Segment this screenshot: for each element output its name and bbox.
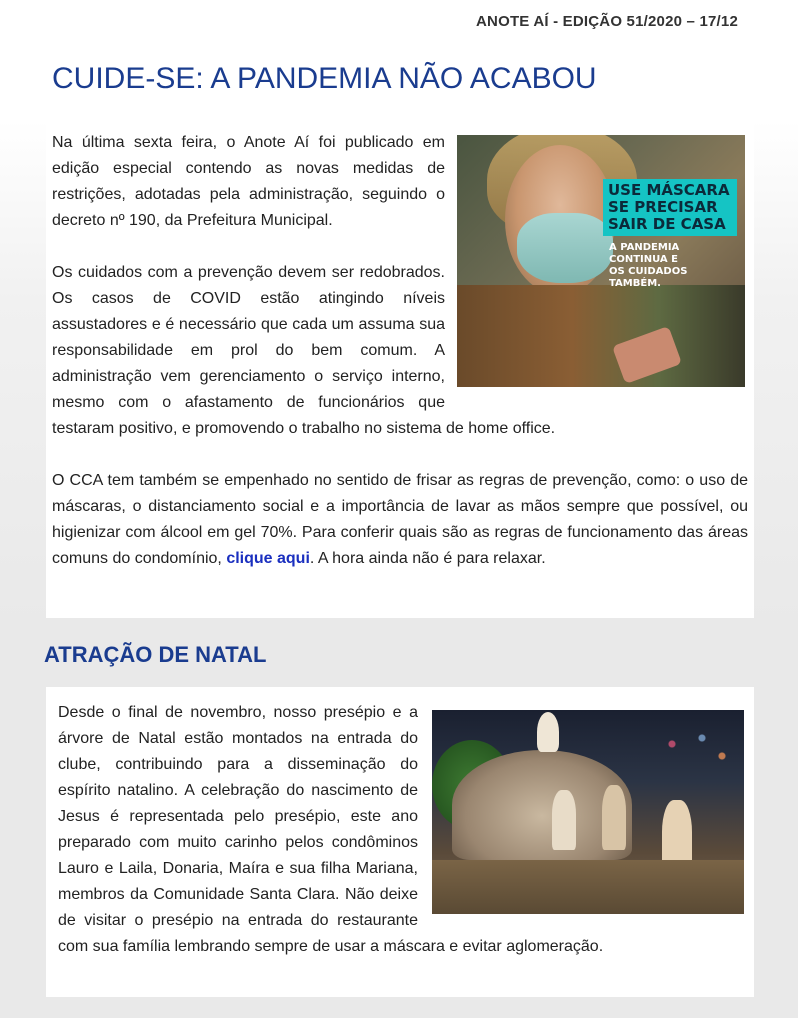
image-figure-1 xyxy=(552,790,576,850)
image-banner-subtext xyxy=(603,242,737,290)
banner-line-1: USE MÁSCARA xyxy=(608,181,730,199)
image-lights-shape xyxy=(642,720,742,780)
image-banner-headline xyxy=(603,179,737,236)
banner-line-2: SE PRECISAR xyxy=(608,198,718,216)
banner-sub-line-2: CONTINUA E xyxy=(609,254,678,265)
rules-link[interactable]: clique aqui xyxy=(226,550,310,567)
mask-campaign-image xyxy=(457,135,745,387)
paragraph-3-end: . A hora ainda não é para relaxar. xyxy=(309,550,546,567)
article-title-pandemic: CUIDE-SE: A PANDEMIA NÃO ACABOU xyxy=(52,62,597,95)
banner-sub-line-4: TAMBÉM. xyxy=(609,278,661,289)
banner-line-3: SAIR DE CASA xyxy=(608,215,726,233)
paragraph-2: Os cuidados com a prevenção devem ser redobrados. Os casos de COVID estão atingindo níveis assustadores e é necessário que cada um assuma sua responsabilidade em prol do bem comum. A administração vem gerenciamento o serviço interno, mesmo com o afastamento de funcionários que testaram positivo, e promovendo o trabalho no sistema de home office. xyxy=(52,264,556,437)
article-body-christmas xyxy=(58,700,744,960)
article-title-christmas: ATRAÇÃO DE NATAL xyxy=(44,642,267,667)
image-mask-shape xyxy=(517,213,613,283)
nativity-scene-image xyxy=(432,710,744,914)
paragraph-1: Na última sexta feira, o Anote Aí foi publicado em edição especial contendo as novas medidas de restrições, adotadas pela administração, seguindo o decreto nº 190, da Prefeitura Municipal. xyxy=(52,134,445,229)
article-card-christmas xyxy=(46,687,754,997)
edition-header: ANOTE AÍ - EDIÇÃO 51/2020 – 17/12 xyxy=(476,13,738,30)
image-jacket-shape xyxy=(457,285,745,387)
christmas-paragraph: Desde o final de novembro, nosso presépio e a árvore de Natal estão montados na entrada do clube, contribuindo para a disseminação do espírito natalino. A celebração do nascimento de Jesus é representada pelo presépio, este ano preparado com muito carinho pelos condôminos Lauro e Laila, Donaria, Maíra e sua filha Mariana, membros da Comunidade Santa Clara. Não deixe de visitar o presépio na entrada do restaurante com sua família lembrando sempre de usar a máscara e evitar aglomeração. xyxy=(58,704,604,955)
image-figure-2 xyxy=(602,785,626,850)
banner-sub-line-3: OS CUIDADOS xyxy=(609,266,688,277)
image-angel-figure xyxy=(537,712,559,752)
christmas-section xyxy=(0,625,798,1018)
image-floor-shape xyxy=(432,860,744,914)
image-banner xyxy=(603,179,737,290)
article-card-pandemic xyxy=(46,122,754,618)
article-body-pandemic xyxy=(52,130,748,598)
paragraph-3-start: O CCA tem também se empenhado no sentido de frisar as regras de prevenção, como: o uso de máscaras, o distanciamento social e a importância de lavar as mãos sempre que possível, ou higienizar com álcool em gel 70%. Para conferir quais são as regras de funcionamento das áreas comuns do condomínio, xyxy=(52,472,748,567)
paragraph-3 xyxy=(52,468,748,572)
banner-sub-line-1: A PANDEMIA xyxy=(609,242,680,253)
